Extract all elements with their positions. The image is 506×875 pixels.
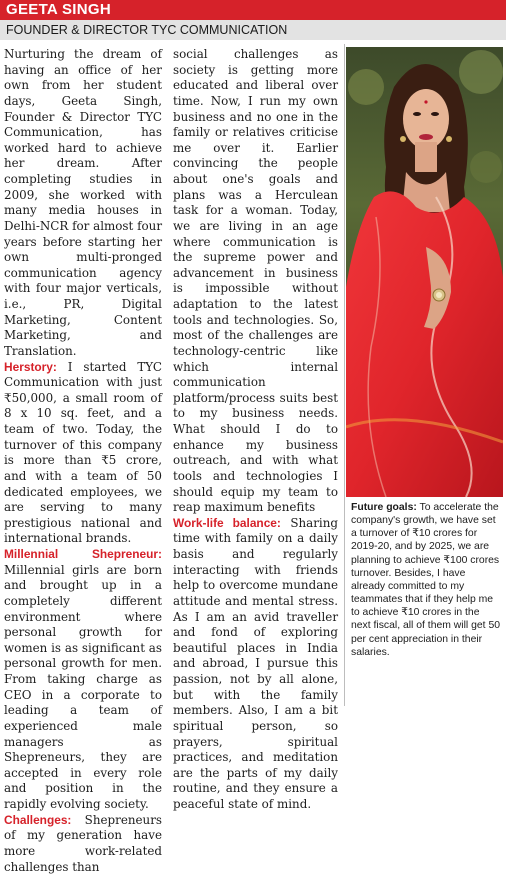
column-divider (344, 44, 345, 706)
worklife-text: Sharing time with family on a daily basis and regularly interacting with friends help to overcome mundane attitude and mental stress. As I am an avid traveller and fond of exploring beautiful places in India and abroad, I pursue this passion, not by all alone, but with the family members. Also, I am a bit spiritual person, so prayers, spiritual practices, and meditation are the parts of my daily routine, and they ensure a peaceful state of mind. (173, 515, 338, 811)
person-name: GEETA SINGH (6, 1, 111, 18)
millennial-text: Millennial girls are born and brought up in a completely different environment where personal growth for women is as significant as personal growth for men. From taking charge as CEO in a corporate to leading a team of experienced male managers as Shepreneurs, they are accepted in every role and position in the rapidly evolving society. (4, 562, 162, 811)
challenges-text: Shepreneurs of my generation have more work-related challenges than (4, 812, 162, 874)
name-banner (0, 0, 506, 20)
article-column-1 (4, 47, 162, 875)
millennial-label: Millennial Shepreneur: (4, 547, 162, 561)
challenges-label: Challenges: (4, 812, 72, 827)
role-banner (0, 20, 506, 40)
future-goals-label: Future goals: (351, 502, 417, 513)
portrait-illustration (346, 47, 503, 497)
herstory-paragraph (4, 360, 162, 548)
intro-paragraph: Nurturing the dream of having an office of her own from her student days, Geeta Singh, Founder & Director TYC Communication, has worked hard to achieve her dream. After completing studies in 2009, she worked with many media houses in Delhi-NCR for almost four years before starting her own multi-pronged communication agency with four major verticals, i.e., PR, Digital Marketing, Content Marketing, and Translation. (4, 47, 162, 358)
herstory-text: I started TYC Communication with just ₹50,000, a small room of 8 x 10 sq. feet, and a team of two. Today, the turnover of this company is more than ₹5 crore, and with a team of 50 dedicated employees, we are serving to many prestigious national and international brands. (4, 359, 162, 546)
article-column-2 (173, 47, 338, 813)
millennial-paragraph (4, 547, 162, 813)
future-goals-caption (351, 501, 501, 659)
person-role: FOUNDER & DIRECTOR TYC COMMUNICATION (6, 23, 288, 37)
future-goals-text: To accelerate the company's growth, we have set a turnover of ₹10 crores for 2019-20, and by 2025, we are planning to achieve ₹100 crores turnover. Besides, I have already committed to my teammates that if they help me to achieve ₹10 crores in the next fiscal, all of them will get 50 per cent appreciation in their salaries. (351, 502, 501, 658)
worklife-label: Work-life balance: (173, 515, 281, 530)
challenges-continued: social challenges as society is getting more educated and liberal over time. Now, I run my own business and no one in the family or relatives criticise me over it. Earlier convincing the people about one's goals and plans was a Herculean task for a woman. Today, we are living in an age where communication is the supreme power and advancement in business is impossible without adaptation to the latest tools and technologies. So, most of the challenges are technology-centric like which internal communication platform/process suits best to my business needs. What should I do to enhance my business outreach, and with what tools and technologies I should equip my team to reap maximum benefits (173, 47, 338, 515)
challenges-paragraph (4, 813, 162, 875)
portrait-photo (346, 47, 503, 497)
herstory-label: Herstory: (4, 359, 57, 374)
worklife-paragraph (173, 516, 338, 813)
